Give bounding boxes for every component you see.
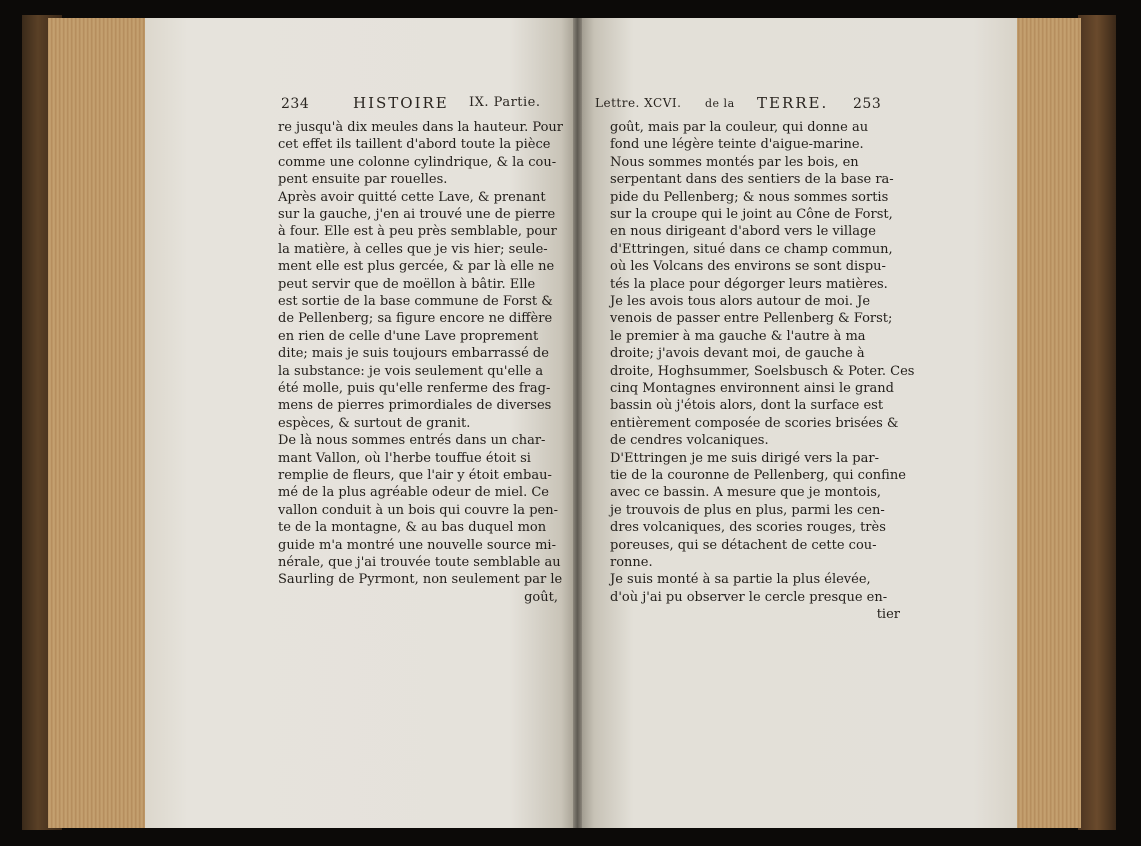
text-line: dres volcaniques, des scories rouges, très [610, 520, 886, 536]
text-line: re jusqu'à dix meules dans la hauteur. Pour [278, 120, 564, 135]
text-line: de Pellenberg; sa figure encore ne diffère [278, 311, 553, 327]
text-line: nérale, que j'ai trouvée toute semblable au [278, 555, 561, 570]
text-line: guide m'a montré une nouvelle source mi- [278, 537, 556, 553]
text-line: goût, mais par la couleur, qui donne au [610, 120, 869, 135]
text-line: de cendres volcaniques. [610, 433, 769, 449]
text-line: entièrement composée de scories brisées & [610, 415, 899, 431]
text-line: je trouvois de plus en plus, parmi les cen- [610, 502, 885, 518]
text-line: De là nous sommes entrés dans un char- [278, 433, 546, 449]
left-page-header [145, 90, 574, 116]
text-line: à four. Elle est à peu près semblable, pour [278, 224, 557, 240]
text-line: cinq Montagnes environnent ainsi le grand [610, 381, 894, 396]
text-line: dite; mais je suis toujours embarrassé de [278, 346, 549, 362]
left-page-number: 234 [281, 96, 310, 112]
text-line: mens de pierres primordiales de diverses [278, 398, 552, 414]
text-line: espèces, & surtout de granit. [278, 415, 471, 431]
text-line: tier [876, 607, 900, 623]
text-line: tés la place pour dégorger leurs matières. [610, 276, 888, 292]
text-line: sur la gauche, j'en ai trouvé une de pierre [278, 207, 556, 222]
text-line: pent ensuite par rouelles. [278, 172, 448, 188]
text-line: bassin où j'étois alors, dont la surface est [610, 398, 884, 414]
right-cover-edge [1078, 15, 1116, 830]
text-line: mé de la plus agréable odeur de miel. Ce [278, 485, 549, 501]
text-line: vallon conduit à un bois qui couvre la pen- [278, 502, 558, 518]
text-line: peut servir que de moëllon à bâtir. Elle [278, 276, 536, 292]
left-part-label: IX. Partie. [469, 95, 541, 110]
text-line: comme une colonne cylindrique, & la cou- [278, 154, 557, 170]
text-line: poreuses, qui se détachent de cette cou- [610, 537, 877, 553]
text-line: en rien de celle d'une Lave proprement [278, 328, 539, 344]
text-line: d'où j'ai pu observer le cercle presque en- [610, 589, 888, 605]
text-line: Nous sommes montés par les bois, en [610, 154, 859, 170]
text-line: Je suis monté à sa partie la plus élevée, [610, 572, 871, 588]
text-line: où les Volcans des environs se sont dispu- [610, 259, 886, 275]
text-line: fond une légère teinte d'aigue-marine. [610, 137, 864, 153]
text-line: venois de passer entre Pellenberg & Forst; [610, 311, 893, 327]
right-running-title: TERRE. [757, 94, 829, 112]
text-line: pide du Pellenberg; & nous sommes sortis [610, 189, 889, 205]
right-page-number: 253 [853, 96, 882, 112]
text-line: sur la croupe qui le joint au Cône de Forst, [610, 207, 893, 222]
text-line: ronne. [610, 555, 653, 570]
text-line: est sortie de la base commune de Forst & [278, 294, 553, 309]
text-line: d'Ettringen, situé dans ce champ commun, [610, 241, 893, 257]
text-line: Je les avois tous alors autour de moi. Je [610, 294, 871, 309]
text-line: remplie de fleurs, que l'air y étoit embau- [278, 468, 552, 483]
text-line: Après avoir quitté cette Lave, & prenant [278, 189, 546, 205]
text-line: droite; j'avois devant moi, de gauche à [610, 346, 865, 362]
text-line: serpentant dans des sentiers de la base ra- [610, 172, 894, 188]
text-line: le premier à ma gauche & l'autre à ma [610, 328, 866, 344]
right-running-mid: de la [705, 97, 735, 110]
text-line: droite, Hoghsummer, Soelsbusch & Poter. Ces [610, 363, 915, 379]
text-line: ment elle est plus gercée, & par là elle ne [278, 259, 555, 275]
right-letter-label: Lettre. XCVI. [595, 96, 682, 110]
text-line: la matière, à celles que je vis hier; seule- [278, 241, 548, 257]
text-line: cet effet ils taillent d'abord toute la pièce [278, 137, 551, 153]
right-page-edges [1015, 18, 1081, 828]
text-line: D'Ettringen je me suis dirigé vers la par- [610, 450, 879, 466]
text-line: Saurling de Pyrmont, non seulement par le [278, 572, 563, 588]
text-line: en nous dirigeant d'abord vers le village [610, 224, 877, 240]
text-line: goût, [524, 589, 558, 605]
left-running-title: HISTOIRE [353, 94, 449, 112]
text-line: été molle, puis qu'elle renferme des frag- [278, 381, 551, 396]
text-line: avec ce bassin. A mesure que je montois, [610, 485, 882, 501]
right-page-header [581, 90, 1017, 116]
text-line: te de la montagne, & au bas duquel mon [278, 520, 547, 536]
text-line: la substance: je vois seulement qu'elle a [278, 363, 544, 379]
text-line: mant Vallon, où l'herbe touffue étoit si [278, 450, 531, 466]
book-gutter [573, 18, 582, 828]
left-page-edges [48, 18, 148, 828]
text-line: tie de la couronne de Pellenberg, qui confine [610, 468, 906, 483]
